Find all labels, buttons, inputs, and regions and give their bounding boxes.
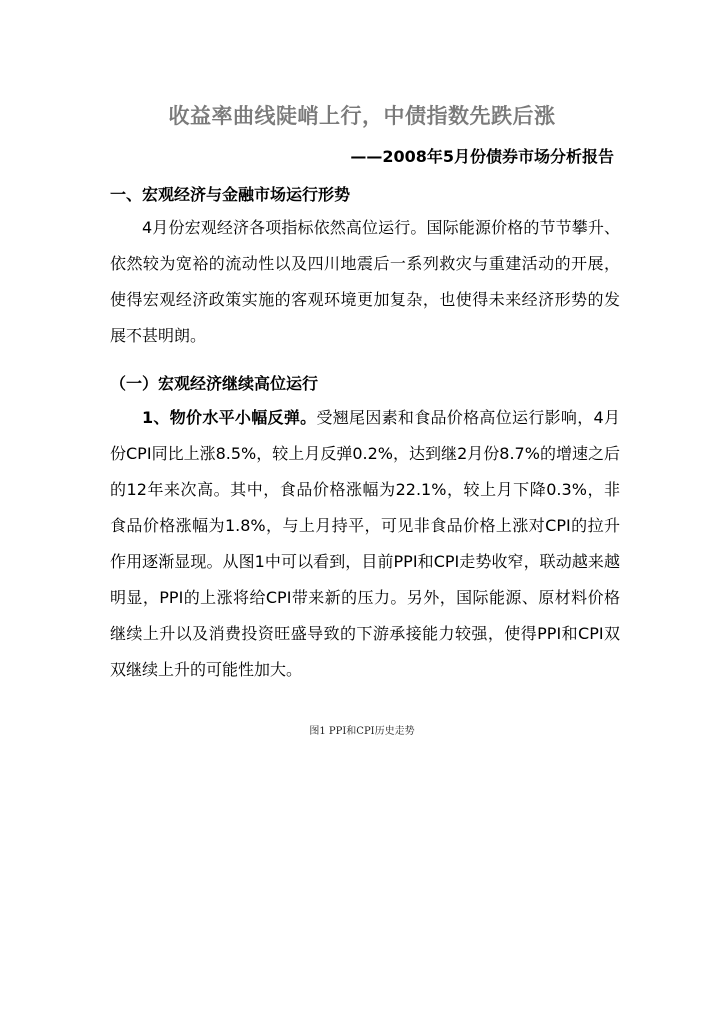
section-intro-paragraph: 4月份宏观经济各项指标依然高位运行。国际能源价格的节节攀升、依然较为宽裕的流动性以及四川地震后一系列救灾与重建活动的开展，使得宏观经济政策实施的客观环境更加复杂，也使得未来经济形势的发展不甚明朗。 <box>110 218 620 345</box>
section-heading: 一、宏观经济与金融市场运行形势 <box>110 185 351 204</box>
price-level-body: 受翘尾因素和食品价格高位运行影响，4月份CPI同比上涨8.5%，较上月反弹0.2%，达到继2月份8.7%的增速之后的12年来次高。其中，食品价格涨幅为22.1%，较上月下降0.3%，非食品价格涨幅为1.8%，与上月持平，可见非食品价格上涨对CPI的拉升作用逐渐显现。从图1中可以看到，目前PPI和CPI走势收窄，联动越来越明显，PPI的上涨将给CPI带来新的压力。另外，国际能源、原材料价格继续上升以及消费投资旺盛导致的下游承接能力较强，使得PPI和CPI双双继续上升的可能性加大。 <box>110 408 621 679</box>
price-level-lead: 1、物价水平小幅反弹。 <box>142 408 317 427</box>
price-level-paragraph <box>110 400 620 688</box>
document-title: 收益率曲线陡峭上行，中债指数先跌后涨 <box>168 104 556 128</box>
figure-caption: 图1 PPI和CPI历史走势 <box>309 726 415 737</box>
document-subtitle: ——2008年5月份债券市场分析报告 <box>350 147 614 166</box>
subsection-heading: （一）宏观经济继续高位运行 <box>110 374 319 393</box>
